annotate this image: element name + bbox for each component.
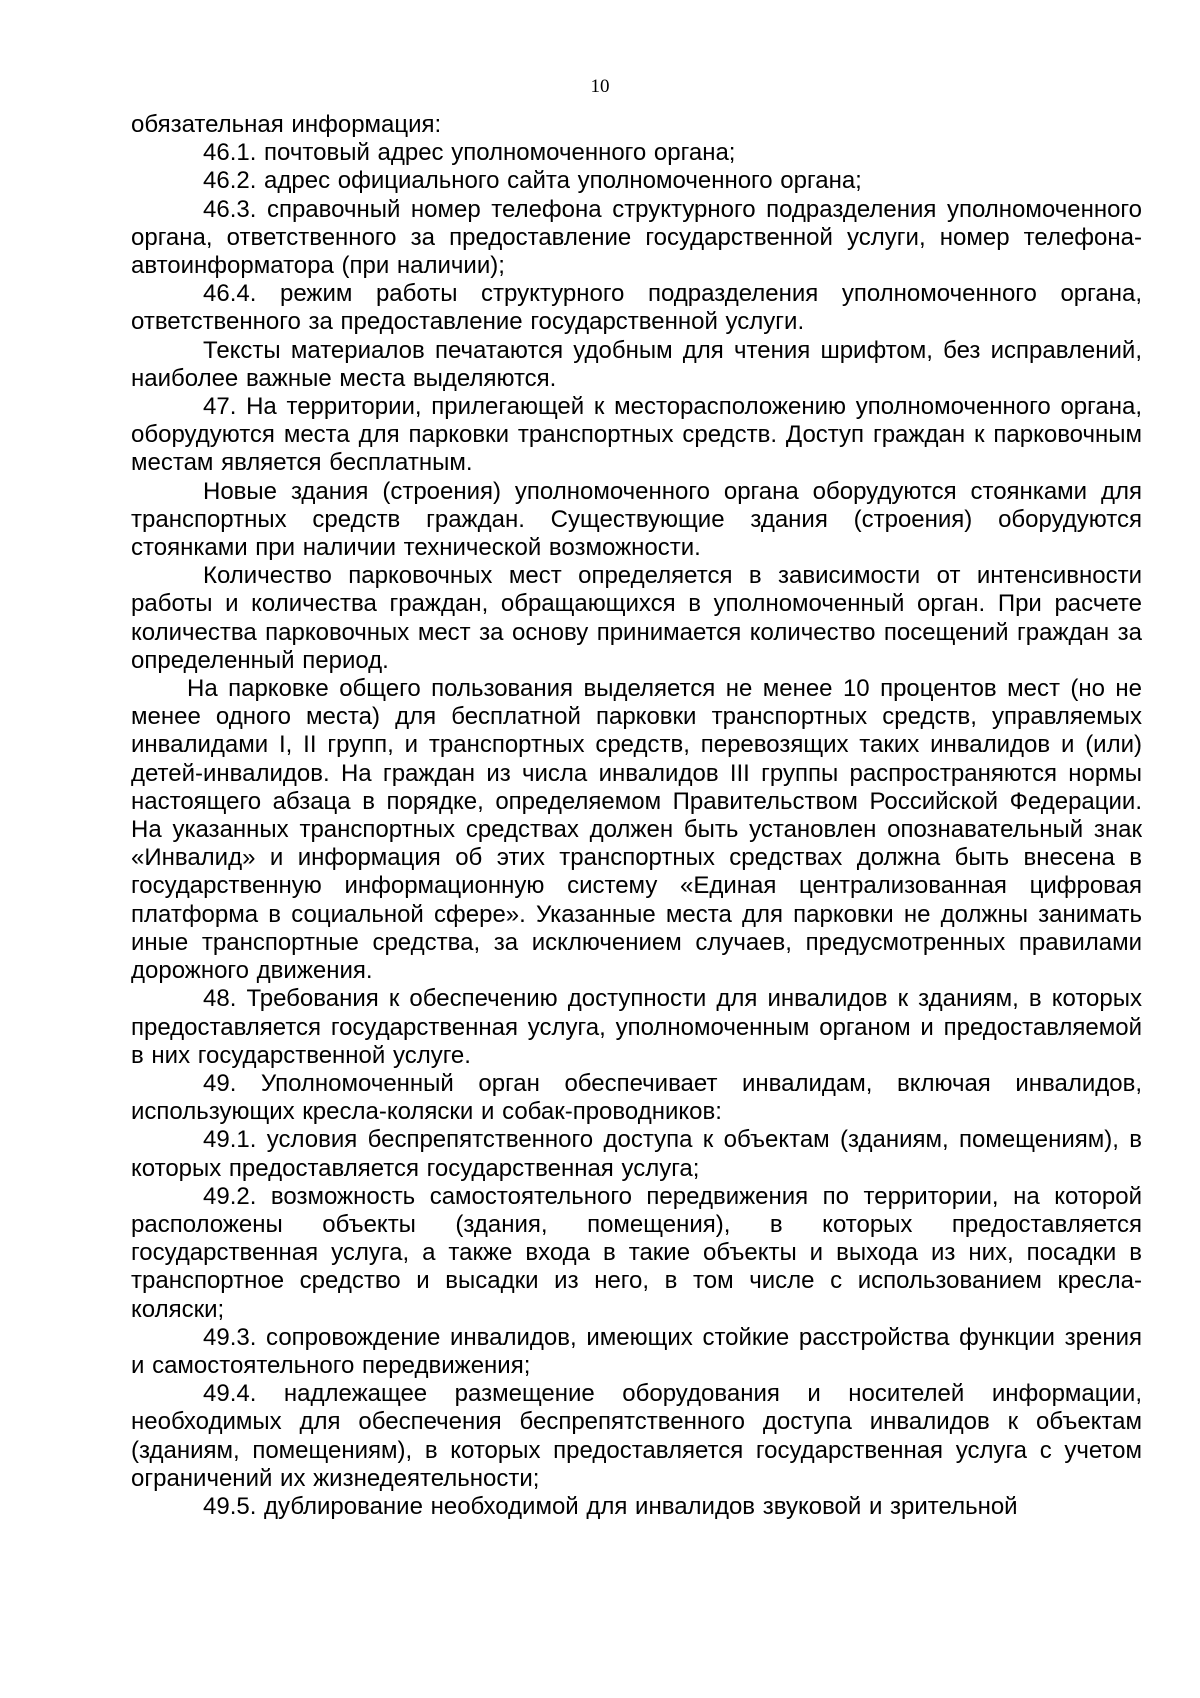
paragraph-46-3: 46.3. справочный номер телефона структурного подразделения уполномоченного органа, ответственного за предоставление государственной услуги, номер телефона-автоинформатора (при наличии); (131, 195, 1142, 280)
paragraph-46-4: 46.4. режим работы структурного подразделения уполномоченного органа, ответственного за предоставление государственной услуги. (131, 280, 1142, 336)
paragraph-46-2: 46.2. адрес официального сайта уполномоченного органа; (203, 167, 862, 195)
paragraph-46-1: 46.1. почтовый адрес уполномоченного органа; (203, 139, 736, 167)
paragraph-48: 48. Требования к обеспечению доступности для инвалидов к зданиям, в которых предоставляется государственная услуга, уполномоченным органом и предоставляемой в них государственной услуге. (131, 985, 1142, 1069)
paragraph-49-4: 49.4. надлежащее размещение оборудования и носителей информации, необходимых для обеспечения беспрепятственного доступа инвалидов к объектам (зданиям, помещениям), в которых предоставляется государственная услуга с учетом ограничений их жизнедеятельности; (131, 1380, 1142, 1492)
paragraph-49-1: 49.1. условия беспрепятственного доступа к объектам (зданиям, помещениям), в которых предоставляется государственная услуга; (131, 1126, 1142, 1182)
paragraph-49-5: 49.5. дублирование необходимой для инвалидов звуковой и зрительной (203, 1492, 1018, 1520)
paragraph-texts-materials: Тексты материалов печатаются удобным для чтения шрифтом, без исправлений, наиболее важные места выделяются. (131, 336, 1142, 392)
paragraph-47: 47. На территории, прилегающей к месторасположению уполномоченного органа, оборудуются места для парковки транспортных средств. Доступ граждан к парковочным местам является бесплатным. (131, 393, 1142, 477)
paragraph-obligatory-info: обязательная информация: (131, 111, 442, 138)
paragraph-new-buildings: Новые здания (строения) уполномоченного органа оборудуются стоянками для транспортных средств граждан. Существующие здания (строения) оборудуются стоянками при наличии технической возможности. (131, 477, 1142, 562)
paragraph-49-3: 49.3. сопровождение инвалидов, имеющих стойкие расстройства функции зрения и самостоятельного передвижения; (131, 1323, 1142, 1379)
document-body (131, 111, 1142, 1521)
paragraph-49-2: 49.2. возможность самостоятельного передвижения по территории, на которой расположены объекты (здания, помещения), в которых предоставляется государственная услуга, а также входа в такие объекты и выхода из них, посадки в транспортное средство и высадки из него, в том числе с использованием кресла-коляски; (131, 1182, 1142, 1323)
paragraph-parking-count: Количество парковочных мест определяется в зависимости от интенсивности работы и количества граждан, обращающихся в уполномоченный орган. При расчете количества парковочных мест за основу принимается количество посещений граждан за определенный период. (131, 562, 1142, 674)
paragraph-49: 49. Уполномоченный орган обеспечивает инвалидам, включая инвалидов, использующих кресла-коляски и собак-проводников: (131, 1069, 1142, 1126)
paragraph-disabled-parking: На парковке общего пользования выделяется не менее 10 процентов мест (но не менее одного места) для бесплатной парковки транспортных средств, управляемых инвалидами I, II групп, и транспортных средств, перевозящих таких инвалидов и (или) детей-инвалидов. На граждан из числа инвалидов III группы распространяются нормы настоящего абзаца в порядке, определяемом Правительством Российской Федерации. На указанных транспортных средствах должен быть установлен опознавательный знак «Инвалид» и информация об этих транспортных средствах должна быть внесена в государственную информационную систему «Единая централизованная цифровая платформа в социальной сфере». Указанные места для парковки не должны занимать иные транспортные средства, за исключением случаев, предусмотренных правилами дорожного движения. (131, 675, 1142, 985)
page-number: 10 (590, 76, 610, 97)
